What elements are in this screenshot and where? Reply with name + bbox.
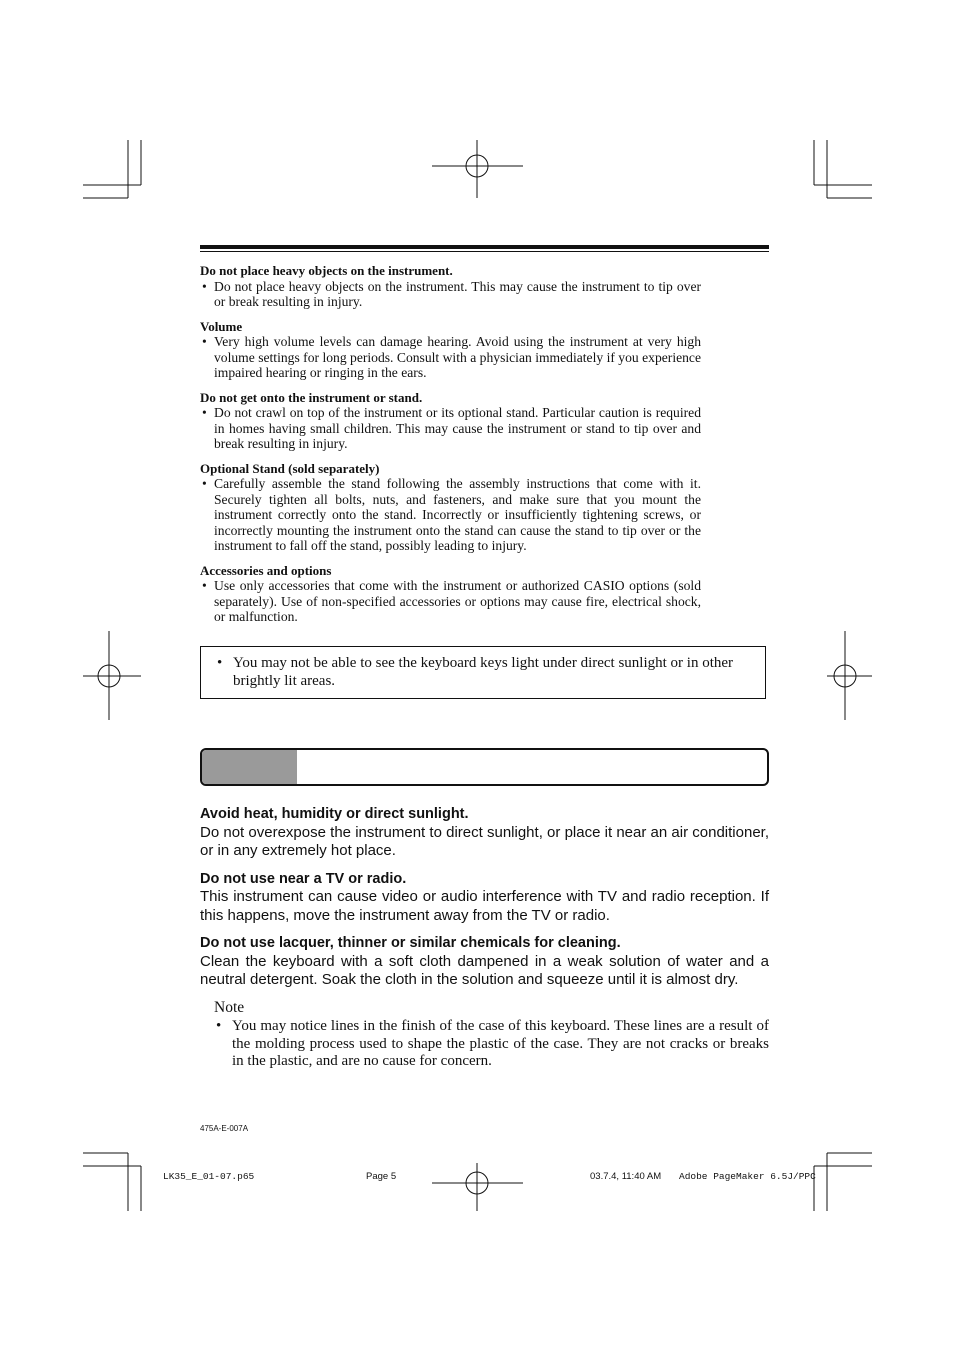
document-code: 475A-E-007A [200, 1124, 249, 1133]
note-heading: Note [214, 999, 245, 1016]
precaution-heading: Do not get onto the instrument or stand. [200, 389, 423, 405]
care-heading: Do not use lacquer, thinner or similar chemicals for cleaning. [200, 935, 621, 951]
care-item-chemicals [200, 934, 769, 990]
note-text: You may notice lines in the finish of the case of this keyboard. These lines are a result of the molding process used to shape the plastic of the case. They are not cracks or breaks in the plastic, and are no cause for concern. [232, 1018, 769, 1069]
precaution-heading: Accessories and options [200, 562, 332, 578]
crop-mark-bottom-right [814, 1153, 872, 1211]
precaution-volume [200, 319, 701, 381]
bullet-icon: • [202, 278, 207, 294]
care-item-heat [200, 805, 769, 861]
footer-page: Page 5 [366, 1171, 397, 1182]
footer-filename: LK35_E_01-07.p65 [163, 1171, 255, 1182]
precaution-heavy-objects [200, 263, 701, 310]
safety-precautions [200, 263, 701, 634]
registration-mark-right [827, 631, 872, 720]
note-box-bullet [215, 655, 768, 690]
precaution-text: Use only accessories that come with the instrument or authorized CASIO options (sold separately). Use of non-specified accessories or options may cause fire, electrical shock, or malfunction. [214, 578, 701, 624]
precaution-text: Carefully assemble the stand following the assembly instructions that come with it. Securely tighten all bolts, nuts, and fasteners, and make sure that you mount the instrument correctly onto the stand. Incorrectly or insufficiently tightening screws, or incorrectly mounting the instrument onto the stand can cause the stand to tip over or the instrument to fall off the stand, possibly leading to injury. [214, 476, 701, 553]
care-body: Do not overexpose the instrument to direct sunlight, or place it near an air conditioner, or in any extremely hot place. [200, 823, 769, 859]
precaution-bullet [200, 476, 701, 554]
precaution-heading: Volume [200, 318, 243, 334]
precaution-optional-stand [200, 461, 701, 554]
footer-datetime: 03.7.4, 11:40 AM [590, 1171, 662, 1182]
precaution-bullet [200, 578, 701, 625]
precaution-bullet [200, 279, 701, 310]
precaution-accessories [200, 563, 701, 625]
crop-mark-bottom-left [83, 1153, 141, 1211]
crop-mark-top-right [814, 140, 872, 198]
registration-mark-left [83, 631, 141, 720]
footer-app: Adobe PageMaker 6.5J/PPC [679, 1171, 816, 1182]
bullet-icon: • [202, 578, 207, 593]
header-rule-thin [200, 251, 769, 252]
bullet-icon: • [217, 655, 223, 671]
bullet-icon: • [216, 1018, 222, 1034]
care-body: This instrument can cause video or audio interference with TV and radio reception. If this happens, move the instrument away from the TV or radio. [200, 888, 769, 924]
precaution-bullet [200, 334, 701, 381]
care-body: Clean the keyboard with a soft cloth dampened in a weak solution of water and a neutral detergent. Soak the cloth in the solution and squeeze until it is almost dry. [200, 952, 769, 988]
note-bullet [214, 1018, 769, 1071]
note-box-text: You may not be able to see the keyboard keys light under direct sunlight or in other brightly lit areas. [233, 655, 734, 689]
precaution-text: Do not crawl on top of the instrument or its optional stand. Particular caution is required in homes having small children. This may cause the instrument or stand to tip over and break resulting in injury. [214, 405, 701, 451]
care-item-tv-radio [200, 870, 769, 926]
care-instructions [200, 805, 769, 999]
note-body [214, 1018, 769, 1071]
bullet-icon: • [202, 405, 207, 420]
crop-mark-top-left [83, 140, 141, 198]
registration-mark-bottom [432, 1163, 523, 1211]
bullet-icon: • [202, 334, 207, 349]
section-heading-tab [202, 750, 297, 784]
precaution-bullet [200, 405, 701, 452]
registration-mark-top [432, 140, 523, 198]
bullet-icon: • [202, 476, 207, 491]
precaution-stand-climbing [200, 390, 701, 452]
section-heading-bar [200, 748, 769, 786]
sunlight-note-box [200, 646, 766, 699]
header-rule [200, 245, 769, 249]
care-heading: Do not use near a TV or radio. [200, 870, 407, 887]
care-heading: Avoid heat, humidity or direct sunlight. [200, 806, 469, 822]
precaution-text: Do not place heavy objects on the instrument. This may cause the instrument to tip over or break resulting in injury. [214, 278, 701, 309]
precaution-heading: Do not place heavy objects on the instrument. [200, 263, 453, 278]
precaution-text: Very high volume levels can damage hearing. Avoid using the instrument at very high volume settings for long periods. Consult with a physician immediately if you experience impaired hearing or ringing in the ears. [214, 334, 701, 380]
precaution-heading: Optional Stand (sold separately) [200, 460, 380, 476]
